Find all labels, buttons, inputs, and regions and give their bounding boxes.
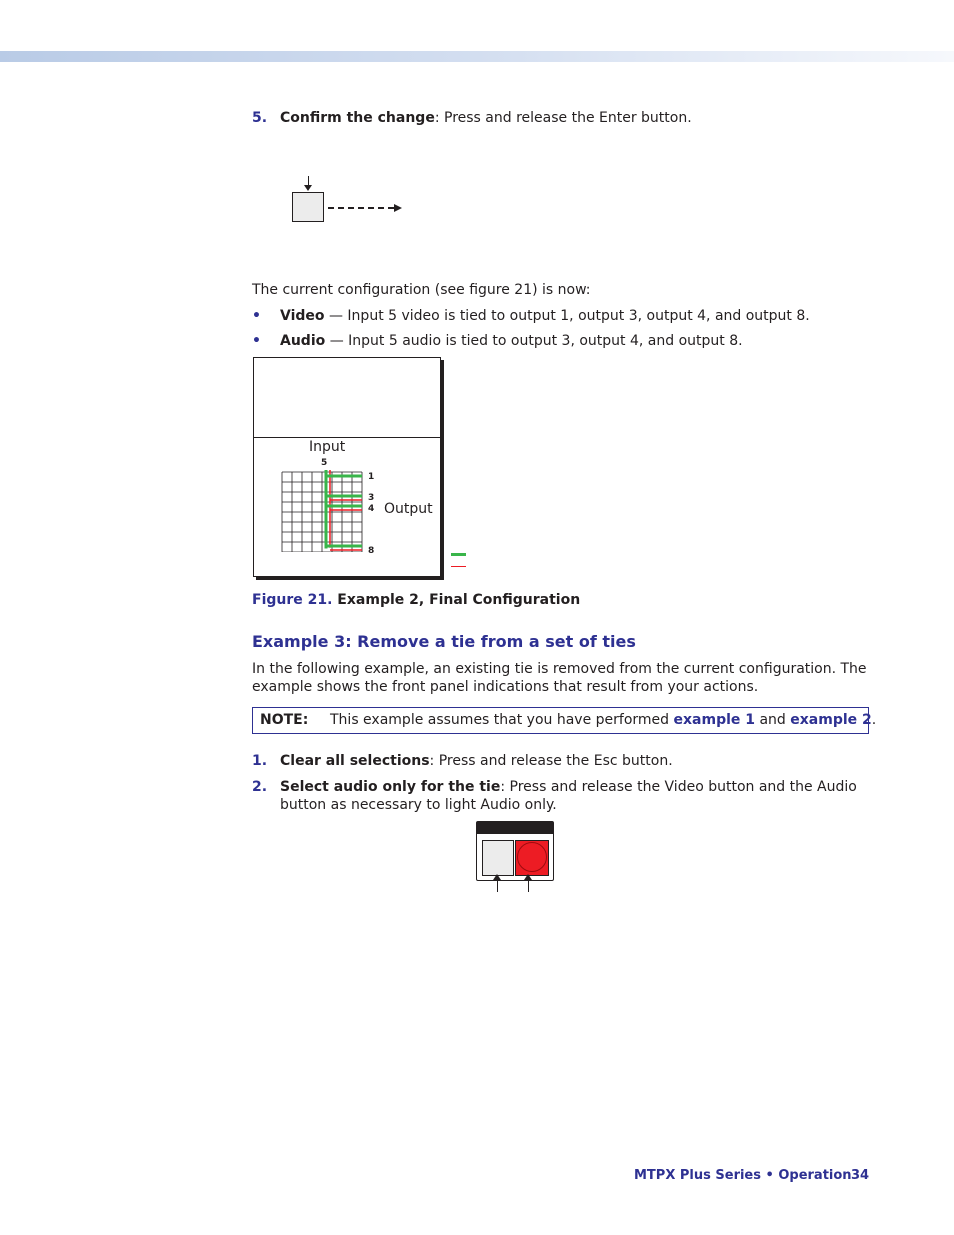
caption-text: Example 2, Final Configuration xyxy=(332,592,581,608)
step-number: 5. xyxy=(252,110,268,126)
bullet-icon: • xyxy=(252,333,261,349)
audio-lit-indicator xyxy=(517,842,547,872)
note-label: NOTE: xyxy=(260,712,309,728)
bullet-video xyxy=(252,307,810,325)
note-box xyxy=(252,707,877,734)
step-2-line-2: button as necessary to light Audio only. xyxy=(280,797,557,813)
audio-button xyxy=(515,840,549,876)
step-2 xyxy=(252,778,857,796)
video-button xyxy=(482,840,514,876)
step-text: : Press and release the Video button and the Audio xyxy=(500,779,857,795)
press-arrow-icon xyxy=(304,185,312,191)
paragraph-line: In the following example, an existing tie is removed from the current configuration. The xyxy=(252,661,867,677)
step-text: : Press and release the Esc button. xyxy=(429,753,673,769)
bullet-text: — Input 5 video is tied to output 1, output 3, output 4, and output 8. xyxy=(324,308,810,324)
output-label: Output xyxy=(384,501,433,517)
arrow-right-icon xyxy=(394,204,402,212)
step-number: 2. xyxy=(252,779,268,795)
tie-matrix-grid xyxy=(280,470,370,552)
note-mid: and xyxy=(755,712,791,728)
footer-title: MTPX Plus Series • Operation xyxy=(634,1168,852,1183)
config-intro: The current configuration (see figure 21) is now: xyxy=(252,282,591,298)
output-number: 3 xyxy=(368,493,375,503)
arrow-up-icon xyxy=(524,874,532,880)
note-body: This example assumes that you have performed xyxy=(330,712,674,728)
step-text: : Press and release the Enter button. xyxy=(434,110,692,126)
section-heading: Example 3: Remove a tie from a set of ties xyxy=(252,632,636,651)
enter-button xyxy=(292,192,324,222)
output-number: 1 xyxy=(368,472,375,482)
panel-top-strip xyxy=(477,822,553,834)
header-bar xyxy=(0,51,954,62)
panel-divider xyxy=(254,437,440,438)
note-end: . xyxy=(871,712,877,728)
bullet-audio xyxy=(252,332,743,350)
bullet-bold: Audio xyxy=(280,333,326,349)
input-number: 5 xyxy=(321,458,328,468)
input-label: Input xyxy=(309,439,346,455)
output-number: 8 xyxy=(368,546,375,556)
dashed-arrow-line xyxy=(328,207,394,209)
figure-caption xyxy=(252,591,580,609)
paragraph-line: example shows the front panel indications that result from your actions. xyxy=(252,679,759,695)
example-1-link[interactable]: example 1 xyxy=(673,712,756,728)
step-bold: Confirm the change xyxy=(280,110,435,126)
arrow-up-icon xyxy=(493,874,501,880)
bullet-icon: • xyxy=(252,308,261,324)
bullet-text: — Input 5 audio is tied to output 3, output 4, and output 8. xyxy=(325,333,743,349)
step-bold: Select audio only for the tie xyxy=(280,779,501,795)
video-legend-swatch xyxy=(451,553,466,556)
note-text xyxy=(330,711,876,729)
page-number: 34 xyxy=(851,1168,870,1183)
caption-number: Figure 21. xyxy=(252,592,333,608)
output-number: 4 xyxy=(368,504,375,514)
bullet-bold: Video xyxy=(280,308,325,324)
example-2-link[interactable]: example 2 xyxy=(790,712,872,728)
video-audio-panel xyxy=(476,821,554,881)
step-5 xyxy=(252,109,692,127)
step-1 xyxy=(252,752,673,770)
step-number: 1. xyxy=(252,753,268,769)
audio-legend-swatch xyxy=(451,566,466,567)
step-bold: Clear all selections xyxy=(280,753,430,769)
figure-panel xyxy=(253,357,441,577)
